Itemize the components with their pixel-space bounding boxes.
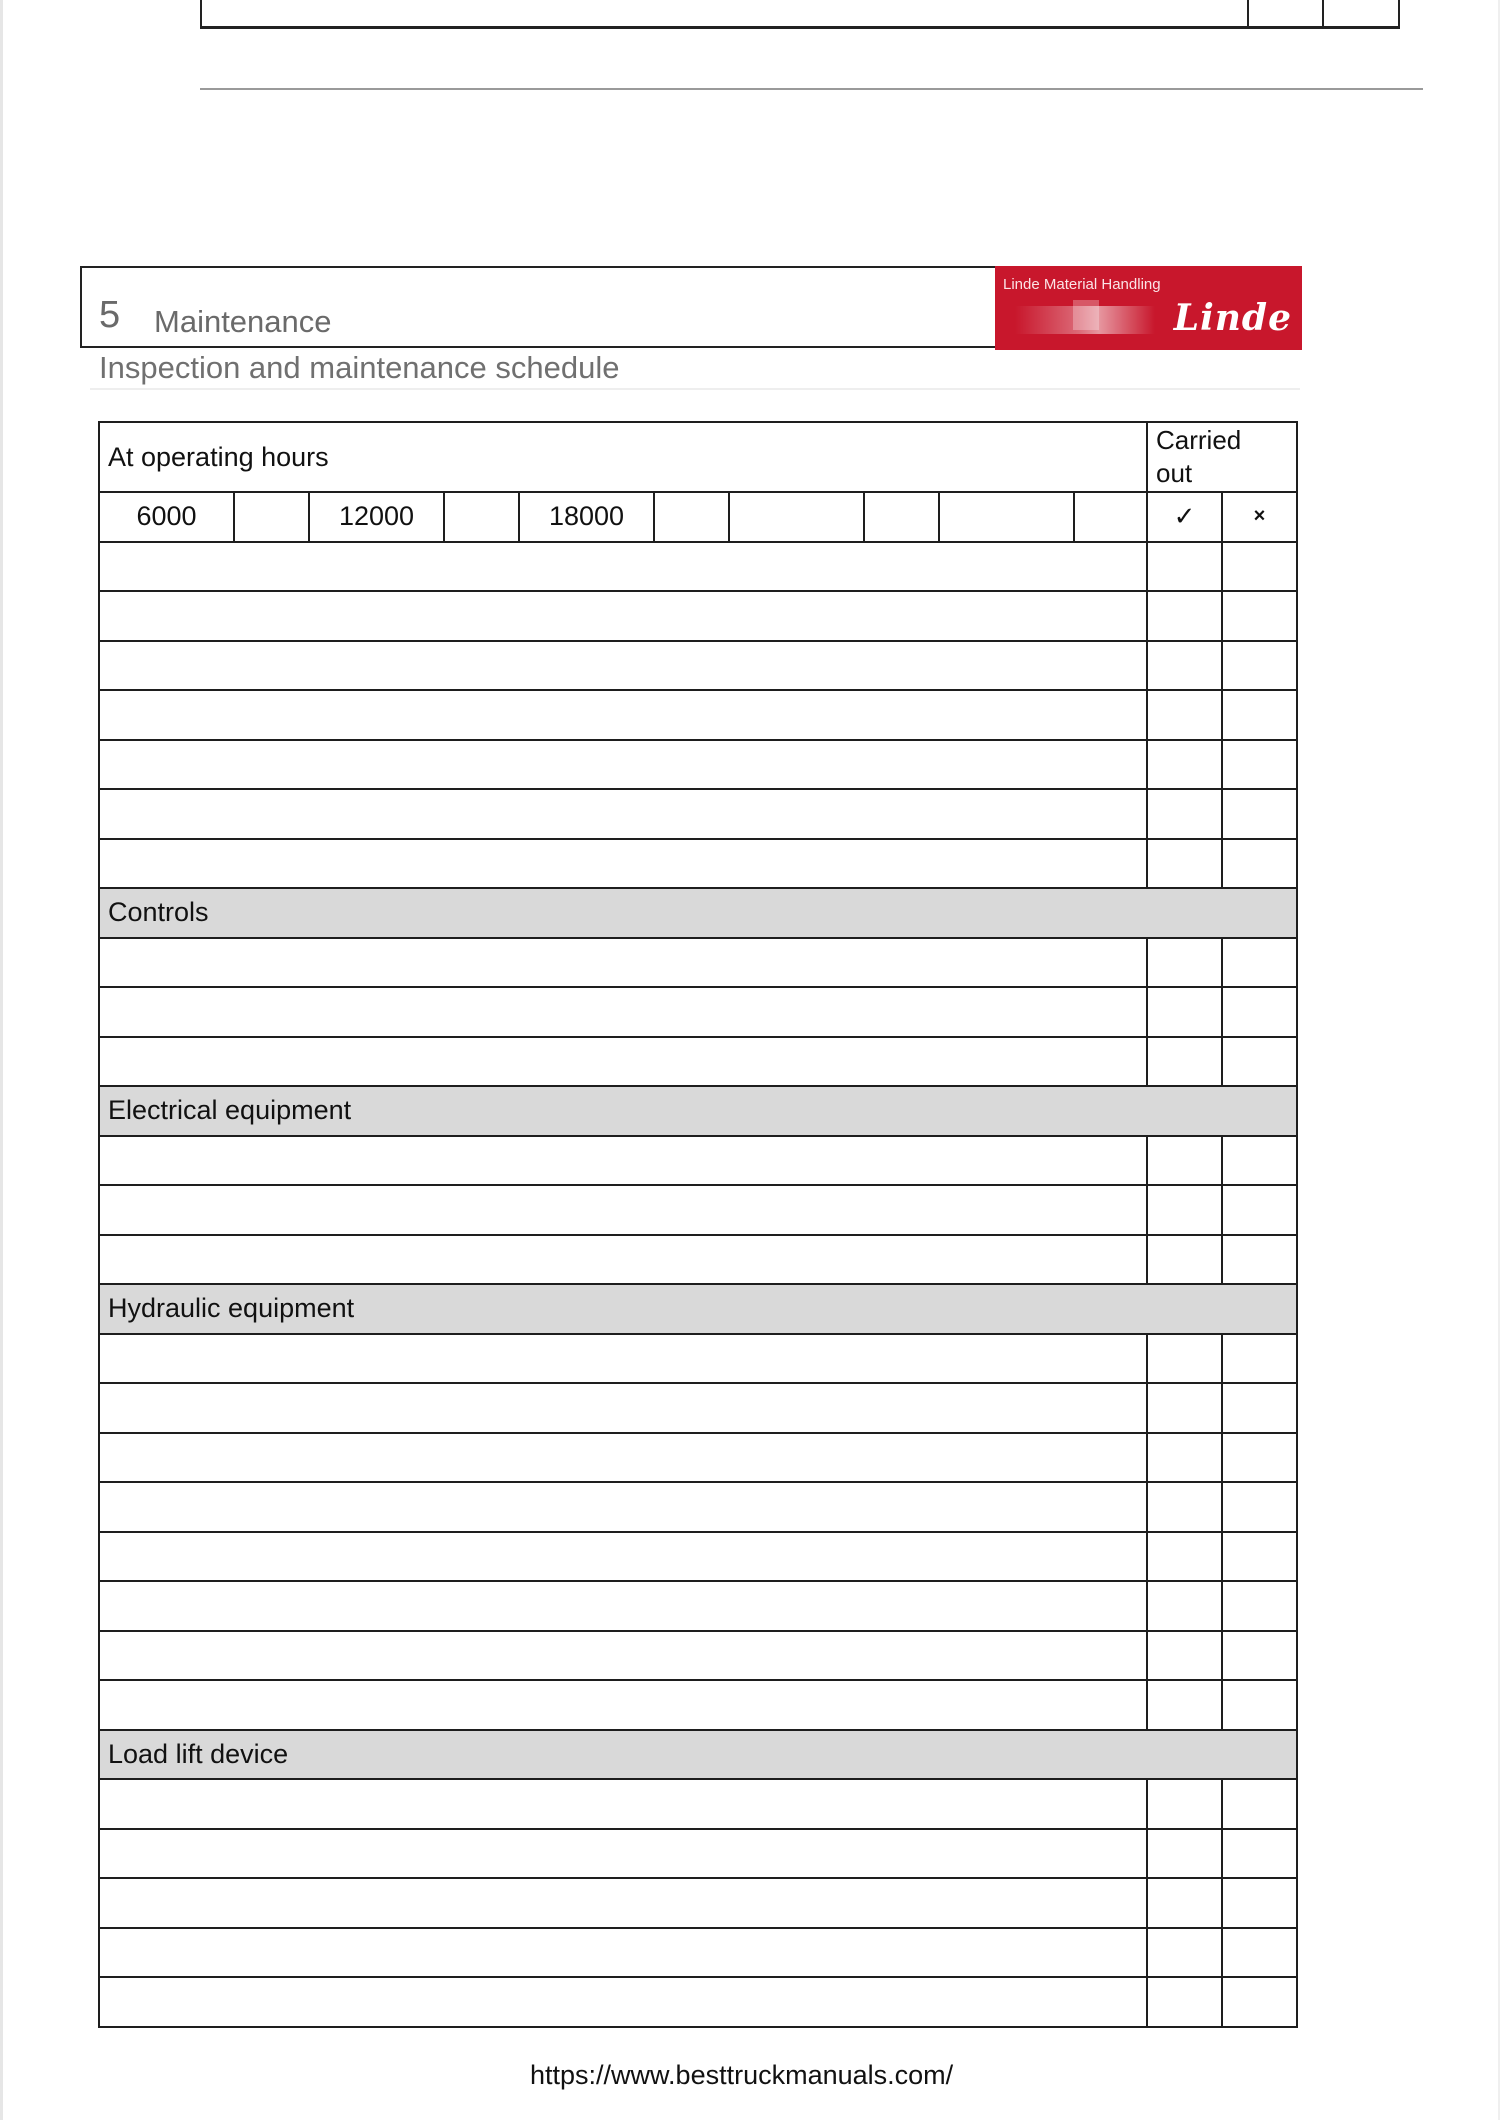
not-done-checkbox[interactable]	[1222, 789, 1297, 839]
done-checkbox[interactable]	[1147, 1829, 1222, 1879]
not-done-checkbox[interactable]	[1222, 591, 1297, 641]
section-title: Electrical equipment	[99, 1086, 1297, 1136]
section-title: Controls	[99, 888, 1297, 938]
done-checkbox[interactable]	[1147, 1482, 1222, 1532]
not-done-checkbox[interactable]	[1222, 740, 1297, 790]
carried-out-yes-mark: ✓	[1147, 492, 1222, 542]
done-checkbox[interactable]	[1147, 542, 1222, 592]
done-checkbox[interactable]	[1147, 1383, 1222, 1433]
task-cell	[99, 1581, 1147, 1631]
operating-hours-header: At operating hours	[99, 422, 1147, 492]
table-header-row	[99, 422, 1297, 492]
task-cell	[99, 839, 1147, 889]
hours-divider	[443, 493, 445, 541]
table-row	[99, 1878, 1297, 1928]
hours-divider	[728, 493, 730, 541]
task-cell	[99, 1433, 1147, 1483]
section-hydraulic-equipment	[99, 1284, 1297, 1334]
done-checkbox[interactable]	[1147, 1581, 1222, 1631]
done-checkbox[interactable]	[1147, 1779, 1222, 1829]
not-done-checkbox[interactable]	[1222, 1977, 1297, 2027]
table-row	[99, 1532, 1297, 1582]
task-cell	[99, 740, 1147, 790]
not-done-checkbox[interactable]	[1222, 1383, 1297, 1433]
linde-logo	[995, 266, 1302, 350]
hours-divider	[863, 493, 865, 541]
task-cell	[99, 1235, 1147, 1285]
task-cell	[99, 542, 1147, 592]
hours-value-18000: 18000	[548, 501, 625, 532]
carried-out-no-mark: ×	[1222, 492, 1297, 542]
task-cell	[99, 1532, 1147, 1582]
table-row	[99, 1977, 1297, 2027]
not-done-checkbox[interactable]	[1222, 542, 1297, 592]
table-row	[99, 591, 1297, 641]
previous-page-column-divider	[1247, 0, 1249, 27]
done-checkbox[interactable]	[1147, 1334, 1222, 1384]
table-row	[99, 1482, 1297, 1532]
task-cell	[99, 1136, 1147, 1186]
task-cell	[99, 1928, 1147, 1978]
not-done-checkbox[interactable]	[1222, 1532, 1297, 1582]
table-row	[99, 690, 1297, 740]
logo-wordmark: Linde	[1173, 297, 1292, 339]
not-done-checkbox[interactable]	[1222, 1779, 1297, 1829]
table-row	[99, 1334, 1297, 1384]
not-done-checkbox[interactable]	[1222, 1631, 1297, 1681]
table-row	[99, 1383, 1297, 1433]
chapter-title: Maintenance	[154, 304, 332, 339]
done-checkbox[interactable]	[1147, 1136, 1222, 1186]
table-row	[99, 1235, 1297, 1285]
task-cell	[99, 938, 1147, 988]
done-checkbox[interactable]	[1147, 1185, 1222, 1235]
task-cell	[99, 1878, 1147, 1928]
not-done-checkbox[interactable]	[1222, 987, 1297, 1037]
done-checkbox[interactable]	[1147, 938, 1222, 988]
task-cell	[99, 1779, 1147, 1829]
previous-page-column-divider	[1322, 0, 1324, 27]
done-checkbox[interactable]	[1147, 740, 1222, 790]
table-row	[99, 1581, 1297, 1631]
operating-hours-cells	[99, 492, 1147, 542]
done-checkbox[interactable]	[1147, 839, 1222, 889]
table-row	[99, 1136, 1297, 1186]
not-done-checkbox[interactable]	[1222, 1235, 1297, 1285]
hours-row	[99, 492, 1297, 542]
page-edge-left	[0, 0, 3, 2120]
done-checkbox[interactable]	[1147, 1878, 1222, 1928]
section-load-lift-device	[99, 1730, 1297, 1780]
done-checkbox[interactable]	[1147, 1235, 1222, 1285]
done-checkbox[interactable]	[1147, 1532, 1222, 1582]
done-checkbox[interactable]	[1147, 1433, 1222, 1483]
task-cell	[99, 641, 1147, 691]
table-row	[99, 1185, 1297, 1235]
section-title: Load lift device	[99, 1730, 1297, 1780]
hours-divider	[938, 493, 940, 541]
done-checkbox[interactable]	[1147, 690, 1222, 740]
hours-value-12000: 12000	[338, 501, 415, 532]
not-done-checkbox[interactable]	[1222, 690, 1297, 740]
hours-value-6000: 6000	[136, 501, 197, 532]
table-row	[99, 1829, 1297, 1879]
page-subtitle: Inspection and maintenance schedule	[99, 350, 620, 385]
done-checkbox[interactable]	[1147, 591, 1222, 641]
done-checkbox[interactable]	[1147, 1037, 1222, 1087]
not-done-checkbox[interactable]	[1222, 1878, 1297, 1928]
section-title: Hydraulic equipment	[99, 1284, 1297, 1334]
not-done-checkbox[interactable]	[1222, 1680, 1297, 1730]
table-row	[99, 1928, 1297, 1978]
done-checkbox[interactable]	[1147, 1977, 1222, 2027]
table-row	[99, 740, 1297, 790]
chapter-number: 5	[99, 294, 121, 336]
done-checkbox[interactable]	[1147, 789, 1222, 839]
table-row	[99, 1680, 1297, 1730]
task-cell	[99, 1383, 1147, 1433]
section-electrical-equipment	[99, 1086, 1297, 1136]
table-row	[99, 1779, 1297, 1829]
maintenance-schedule-table	[98, 421, 1298, 2028]
not-done-checkbox[interactable]	[1222, 1136, 1297, 1186]
table-row	[99, 839, 1297, 889]
logo-tagline: Linde Material Handling	[1003, 276, 1161, 293]
table-row	[99, 1631, 1297, 1681]
table-row	[99, 938, 1297, 988]
task-cell	[99, 1482, 1147, 1532]
done-checkbox[interactable]	[1147, 1680, 1222, 1730]
not-done-checkbox[interactable]	[1222, 839, 1297, 889]
previous-page-table-fragment	[200, 0, 1400, 29]
section-controls	[99, 888, 1297, 938]
not-done-checkbox[interactable]	[1222, 641, 1297, 691]
page-separator-line	[200, 88, 1423, 90]
not-done-checkbox[interactable]	[1222, 1433, 1297, 1483]
task-cell	[99, 1185, 1147, 1235]
hours-divider	[1073, 493, 1075, 541]
subtitle-divider	[90, 388, 1300, 390]
task-cell	[99, 1829, 1147, 1879]
table-row	[99, 641, 1297, 691]
task-cell	[99, 1977, 1147, 2027]
task-cell	[99, 1631, 1147, 1681]
task-cell	[99, 1680, 1147, 1730]
not-done-checkbox[interactable]	[1222, 1334, 1297, 1384]
not-done-checkbox[interactable]	[1222, 1482, 1297, 1532]
table-row	[99, 789, 1297, 839]
hours-divider	[653, 493, 655, 541]
logo-block-graphic	[1073, 300, 1099, 330]
not-done-checkbox[interactable]	[1222, 1037, 1297, 1087]
task-cell	[99, 1334, 1147, 1384]
not-done-checkbox[interactable]	[1222, 938, 1297, 988]
task-cell	[99, 591, 1147, 641]
carried-out-line1: Carried	[1156, 425, 1242, 455]
table-row	[99, 1433, 1297, 1483]
table-row	[99, 1037, 1297, 1087]
task-cell	[99, 987, 1147, 1037]
done-checkbox[interactable]	[1147, 987, 1222, 1037]
not-done-checkbox[interactable]	[1222, 1928, 1297, 1978]
task-cell	[99, 1037, 1147, 1087]
not-done-checkbox[interactable]	[1222, 1829, 1297, 1879]
hours-divider	[233, 493, 235, 541]
carried-out-line2: out	[1156, 458, 1193, 488]
done-checkbox[interactable]	[1147, 1928, 1222, 1978]
carried-out-header	[1147, 422, 1297, 492]
task-cell	[99, 690, 1147, 740]
task-cell	[99, 789, 1147, 839]
table-row	[99, 542, 1297, 592]
done-checkbox[interactable]	[1147, 1631, 1222, 1681]
done-checkbox[interactable]	[1147, 641, 1222, 691]
not-done-checkbox[interactable]	[1222, 1185, 1297, 1235]
not-done-checkbox[interactable]	[1222, 1581, 1297, 1631]
table-row	[99, 987, 1297, 1037]
footer-url[interactable]: https://www.besttruckmanuals.com/	[530, 2060, 954, 2090]
